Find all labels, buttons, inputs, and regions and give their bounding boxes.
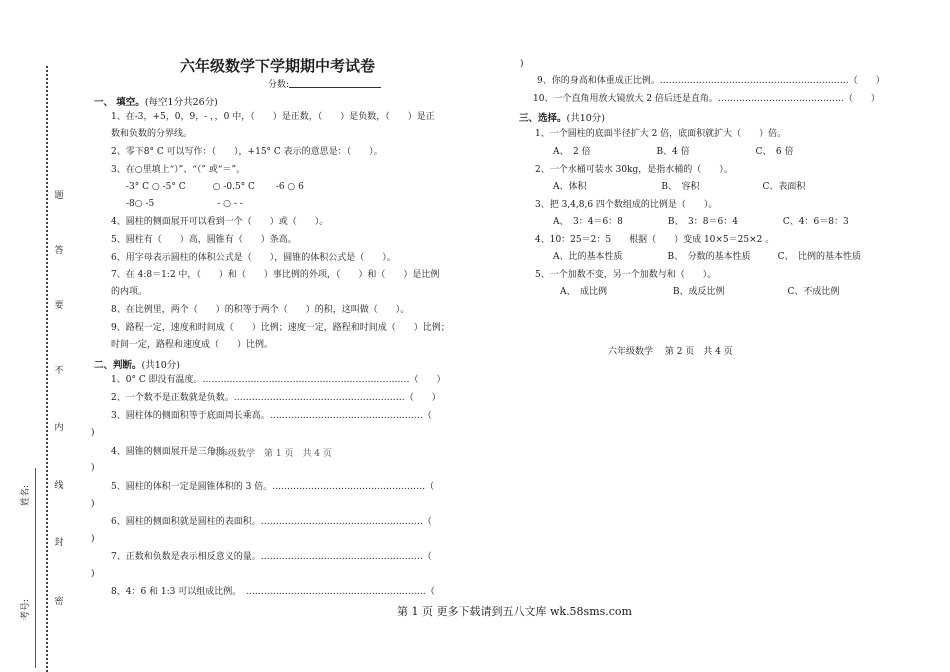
margin-label: 要 <box>54 301 64 311</box>
section-heading: 二、判断。(共10分) <box>94 360 181 371</box>
page-footer: 六年级数学 第 2 页 共 4 页 <box>608 347 733 357</box>
question-line: 4、圆柱的侧面展开可以看到一个（ ）或（ ）。 <box>111 217 329 227</box>
section-heading: 三、选择。(共10分) <box>519 113 606 124</box>
exam-title: 六年级数学下学期期中考试卷 <box>180 57 376 75</box>
question-line: 时间一定，路程和速度成（ ）比例。 <box>111 340 274 350</box>
question-line: 8、在比例里，两个（ ）的积等于两个（ ）的积，这叫做（ ）。 <box>111 305 410 315</box>
choice-question: 1、一个圆柱的底面半径扩大 2 倍，底面积就扩大（ ）倍。 <box>535 129 787 139</box>
choice-question: 2、一个水桶可装水 30kg，是指水桶的（ ）。 <box>535 165 733 175</box>
paren-close: ) <box>520 59 524 69</box>
question-line: 2、零下8° C 可以写作：（ ），+15° C 表示的意思是：（ ）。 <box>111 147 383 157</box>
question-line: -8○ -5 - ○ - - <box>126 199 243 209</box>
paren-close: ) <box>91 569 95 579</box>
margin-label: 答 <box>54 246 64 256</box>
judge-line: 7、正数和负数是表示相反意义的量。………………………………………………（ <box>111 552 432 562</box>
paren-close: ) <box>91 463 95 473</box>
judge-line: 5、圆柱的体积一定是圆锥体积的 3 倍。……………………………………………（ <box>111 482 435 492</box>
score-field <box>268 77 381 91</box>
score-label: 分数: <box>268 80 290 90</box>
judge-line: 9、你的身高和体重成正比例。………………………………………………………（ ） <box>537 76 885 86</box>
margin-label: 线 <box>54 481 64 491</box>
question-line: 9、路程一定，速度和时间成（ ）比例；速度一定，路程和时间成（ ）比例； <box>111 323 450 333</box>
choice-options: A、 成比例 B、成反比例 C、不成比例 <box>560 287 840 297</box>
margin-label: 密 <box>54 597 64 607</box>
choice-question: 5、一个加数不变，另一个加数与和（ ）。 <box>535 270 717 280</box>
question-line: 数和负数的分界线。 <box>111 129 193 139</box>
question-line: 1、在-3，+5，0，9，- ，，0 中，（ ）是正数，（ ）是负数，（ ）是正 <box>111 112 435 122</box>
judge-line: 10、一个直角用放大镜放大 2 倍后还是直角。……………………………………（ ） <box>533 94 880 104</box>
judge-line: 8、4：6 和 1:3 可以组成比例。 ……………………………………………………（ <box>111 587 435 597</box>
exam-number-label: 考号: <box>21 598 31 620</box>
choice-question: 4、10：25＝2：5 根据（ ）变成 10×5＝25×2 。 <box>535 235 775 245</box>
judge-line: 2、一个数不是正数就是负数。…………………………………………………（ ） <box>111 393 441 403</box>
judge-line: 3、圆柱体的侧面积等于底面周长乘高。……………………………………………（ <box>111 411 432 421</box>
choice-options: A、 2 倍 B、4 倍 C、 6 倍 <box>553 147 794 157</box>
question-line: 5、圆柱有（ ）高，圆锥有（ ）条高。 <box>111 235 297 245</box>
paren-close: ) <box>91 499 95 509</box>
question-line: 6、用字母表示圆柱的体积公式是（ ），圆锥的体积公式是（ ）。 <box>111 253 396 263</box>
judge-line: 6、圆柱的侧面积就是圆柱的表面积。………………………………………………（ <box>111 517 432 527</box>
choice-options: A、 3：4＝6：8 B、 3：8＝6：4 C、4：6＝8：3 <box>553 217 849 227</box>
question-line: 的内项。 <box>111 287 148 297</box>
choice-question: 3、把 3,4,8,6 四个数组成的比例是（ ）。 <box>535 200 718 210</box>
margin-label: 内 <box>54 423 64 433</box>
choice-options: A、体积 B、 容积 C、表面积 <box>553 182 806 192</box>
choice-options: A、比的基本性质 B、 分数的基本性质 C、 比例的基本性质 <box>553 252 862 262</box>
margin-label: 不 <box>54 366 64 376</box>
margin-label: 封 <box>54 538 64 548</box>
judge-line: 1、0° C 即没有温度。……………………………………………………………（ ） <box>111 375 446 385</box>
download-banner[interactable]: 第 1 页 更多下载请到五八文库 wk.58sms.com <box>397 605 632 618</box>
overlay-page-footer: 六年级数学 第 1 页 共 4 页 <box>210 449 332 459</box>
question-line: 3、在○里填上“）”、“（” 或“＝”。 <box>111 165 246 175</box>
judge-line: 4、圆锥的侧面展开是三角形。 <box>111 447 234 457</box>
margin-solid-line <box>35 468 36 668</box>
paren-close: ) <box>91 428 95 438</box>
score-blank[interactable] <box>289 77 381 88</box>
paren-close: ) <box>91 534 95 544</box>
margin-dotted-line <box>46 66 48 672</box>
section-heading: 一、 填空。(每空1分共26分) <box>94 97 218 108</box>
question-line: -3° C ○ -5° C ○ -0.5° C -6 ○ 6 <box>126 182 304 192</box>
name-label: 姓名: <box>21 484 31 506</box>
margin-label: 题 <box>54 191 64 201</box>
question-line: 7、在 4:8＝1:2 中，（ ）和（ ）事比例的外项，（ ）和（ ）是比例 <box>111 270 440 280</box>
